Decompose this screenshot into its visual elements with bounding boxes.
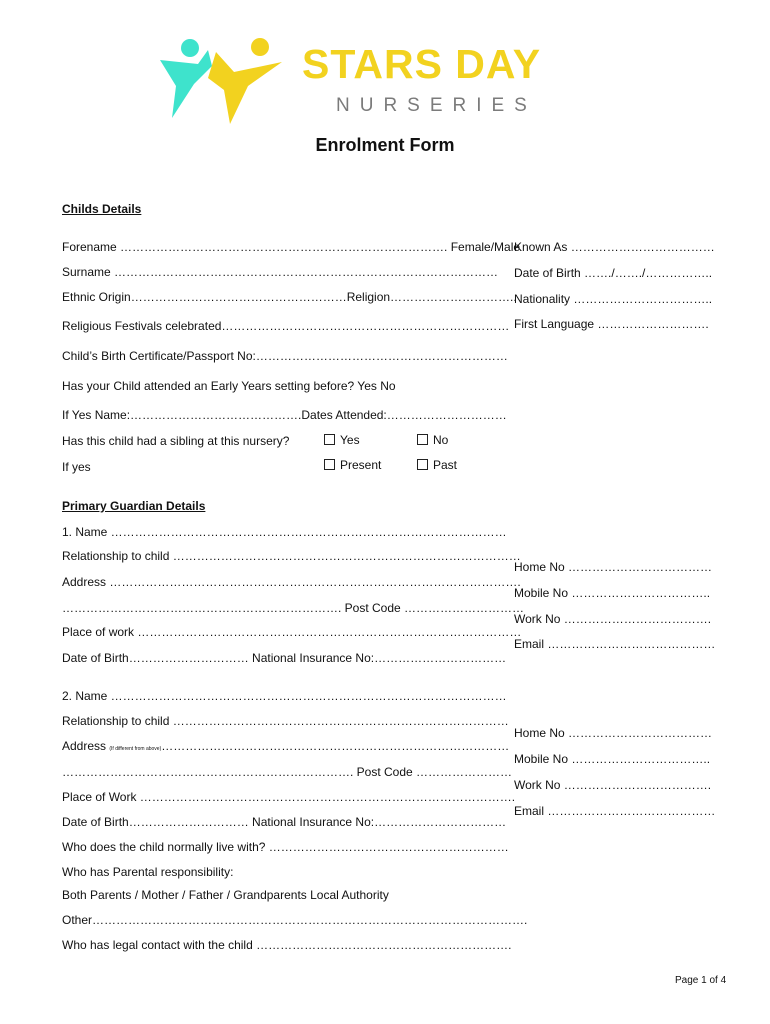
sibling-question: Has this child had a sibling at this nursery? xyxy=(62,434,290,448)
date-of-birth-field[interactable]: Date of Birth ……./……./…………….. xyxy=(514,266,713,280)
guardian1-email-field[interactable]: Email …………………………………… xyxy=(514,637,716,651)
past-option[interactable]: Past xyxy=(417,458,457,472)
guardian2-work-field[interactable]: Work No ………………………………. xyxy=(514,778,712,792)
lives-with-field[interactable]: Who does the child normally live with? …………………………………………………… xyxy=(62,840,509,854)
stars-day-figures-icon xyxy=(160,38,290,124)
page-title: Enrolment Form xyxy=(315,135,455,155)
guardian2-dob-ni-field[interactable]: Date of Birth………………………… National Insurance No:…………………………… xyxy=(62,815,507,829)
guardian1-name-field[interactable]: 1. Name ……………………………………………………………………………………… xyxy=(62,525,507,539)
early-years-question[interactable]: Has your Child attended an Early Years setting before? Yes No xyxy=(62,379,396,393)
logo xyxy=(160,38,600,124)
brand-name-bottom: NURSERIES xyxy=(336,95,537,116)
guardian2-email-field[interactable]: Email …………………………………… xyxy=(514,804,716,818)
birth-certificate-field[interactable]: Child’s Birth Certificate/Passport No:……………………………………………………… xyxy=(62,349,508,363)
guardian2-postcode-field[interactable]: ………………………………………………………………. Post Code …………………… xyxy=(62,765,513,779)
legal-contact-field[interactable]: Who has legal contact with the child ………………………………………………………. xyxy=(62,938,512,952)
guardian1-address-field[interactable]: Address …………………………………………………………………………………………. xyxy=(62,575,521,589)
if-yes-name-field[interactable]: If Yes Name:…………………………………….Dates Attended:………………………… xyxy=(62,408,507,422)
if-yes-label: If yes xyxy=(62,460,91,474)
guardian1-place-of-work-field[interactable]: Place of work …………………………………………………………………………………… xyxy=(62,625,522,639)
forename-field[interactable]: Forename ………………………………………………………………………. Female/Male xyxy=(62,240,521,254)
first-language-field[interactable]: First Language ………………………. xyxy=(514,317,709,331)
guardian1-postcode-field[interactable]: ……………………………………………………………. Post Code ………………………… xyxy=(62,601,525,615)
surname-field[interactable]: Surname …………………………………………………………………………………… xyxy=(62,265,499,279)
guardian1-relationship-field[interactable]: Relationship to child …………………………………………………………………………… xyxy=(62,549,521,563)
section-primary-guardian: Primary Guardian Details xyxy=(62,499,206,513)
checkbox-icon[interactable] xyxy=(417,434,428,445)
page-number: Page 1 of 4 xyxy=(675,975,727,986)
guardian1-home-field[interactable]: Home No ……………………………… xyxy=(514,560,713,574)
guardian1-work-field[interactable]: Work No ………………………………. xyxy=(514,612,712,626)
guardian2-relationship-field[interactable]: Relationship to child ………………………………………………………………………… xyxy=(62,714,509,728)
section-childs-details: Childs Details xyxy=(62,202,142,216)
guardian2-home-field[interactable]: Home No ……………………………… xyxy=(514,726,713,740)
other-field[interactable]: Other………………………………………………………………………………………………. xyxy=(62,913,528,927)
religious-festivals-field[interactable]: Religious Festivals celebrated……………………………………………………………… xyxy=(62,319,510,333)
guardian2-mobile-field[interactable]: Mobile No …………………………….. xyxy=(514,752,711,766)
guardian2-name-field[interactable]: 2. Name ……………………………………………………………………………………… xyxy=(62,689,507,703)
checkbox-icon[interactable] xyxy=(324,434,335,445)
checkbox-icon[interactable] xyxy=(324,459,335,470)
sibling-no-option[interactable]: No xyxy=(417,433,448,447)
guardian2-place-of-work-field[interactable]: Place of Work …………………………………………………………………………………. xyxy=(62,790,516,804)
present-option[interactable]: Present xyxy=(324,458,381,472)
known-as-field[interactable]: Known As ……………………………… xyxy=(514,240,715,254)
brand-name-top: STARS DAY xyxy=(302,41,542,87)
guardian1-mobile-field[interactable]: Mobile No …………………………….. xyxy=(514,586,711,600)
guardian2-address-field[interactable]: Address (If different from above)…………………………………………………………………………… xyxy=(62,739,510,753)
sibling-yes-option[interactable]: Yes xyxy=(324,433,360,447)
checkbox-icon[interactable] xyxy=(417,459,428,470)
ethnic-religion-field[interactable]: Ethnic Origin………………………………………………Religion………………………….. xyxy=(62,290,517,304)
nationality-field[interactable]: Nationality …………………………….. xyxy=(514,292,713,306)
parental-options[interactable]: Both Parents / Mother / Father / Grandparents Local Authority xyxy=(62,888,389,902)
guardian1-dob-ni-field[interactable]: Date of Birth………………………… National Insurance No:…………………………… xyxy=(62,651,507,665)
parental-responsibility-label: Who has Parental responsibility: xyxy=(62,865,234,879)
